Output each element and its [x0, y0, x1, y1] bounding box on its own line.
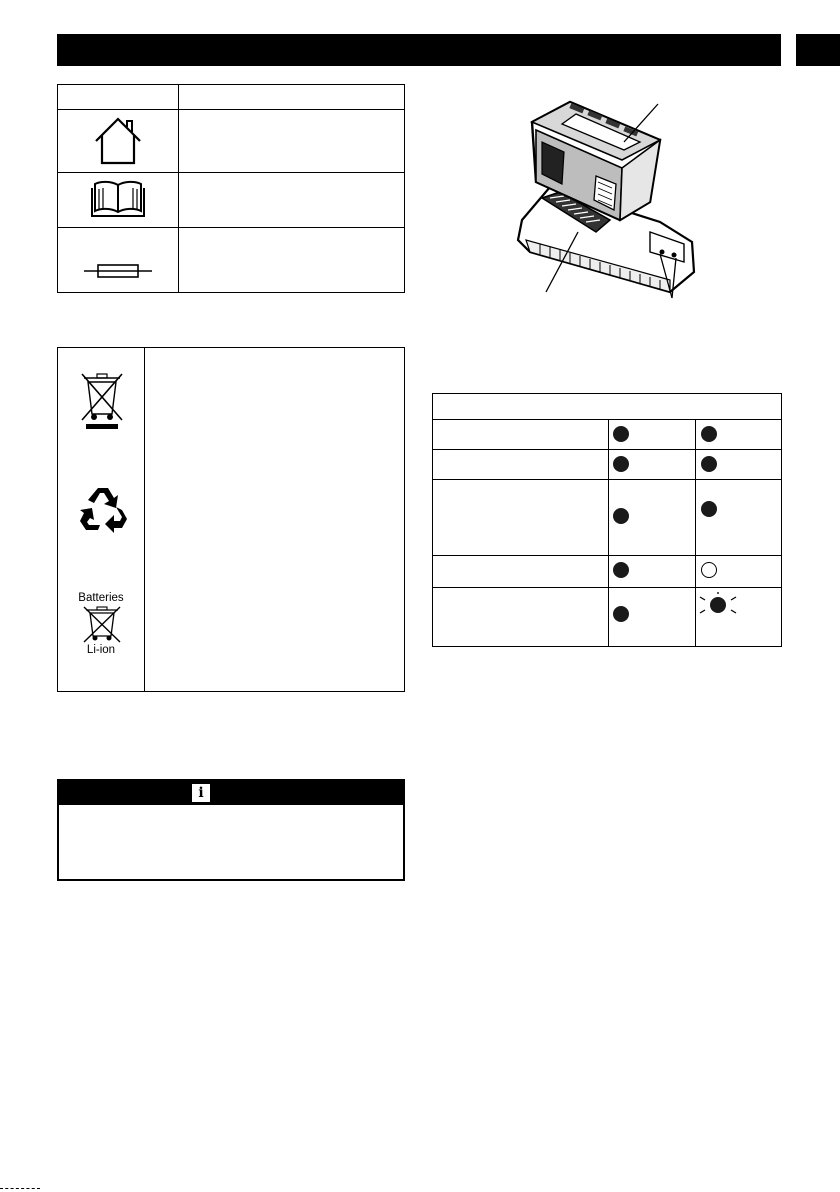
manual-book-icon [91, 179, 145, 219]
battery-on-charger-illustration [500, 92, 720, 314]
section-header-bar [57, 34, 781, 66]
page-edge-mark [0, 1188, 40, 1189]
led-indicator-on [701, 456, 717, 472]
crossed-bin-icon [80, 372, 124, 430]
info-note-box [57, 779, 405, 881]
li-ion-label: Li-ion [86, 644, 116, 656]
recycle-icon [78, 484, 128, 534]
table-row-divider [58, 109, 404, 110]
table-row-divider [433, 479, 781, 480]
table-column-divider [695, 419, 696, 646]
batteries-label: Batteries [78, 592, 124, 604]
led-indicator-on [613, 606, 629, 622]
table-row-divider [433, 555, 781, 556]
led-indicator-on [613, 456, 629, 472]
led-indicator-on [613, 426, 629, 442]
box-column-divider [144, 348, 145, 691]
house-icon [94, 117, 142, 165]
led-indicator-on [613, 508, 629, 524]
table-row-divider [433, 449, 781, 450]
led-flashing-icon [697, 592, 739, 618]
led-indicator-off [701, 562, 717, 578]
table-row-divider [433, 419, 781, 420]
info-note-header [59, 781, 403, 805]
disposal-info-box [57, 347, 405, 692]
table-column-divider [608, 419, 609, 646]
table-row-divider [58, 172, 404, 173]
symbols-table [57, 84, 405, 293]
language-tab [796, 34, 840, 66]
table-column-divider [178, 85, 179, 292]
led-indicator-on [701, 426, 717, 442]
led-indicator-on [613, 562, 629, 578]
fuse-icon [84, 263, 152, 279]
led-status-table [432, 393, 782, 647]
table-row-divider [433, 587, 781, 588]
table-row-divider [58, 227, 404, 228]
info-icon: i [192, 784, 210, 802]
led-indicator-on [701, 501, 717, 517]
battery-bin-icon [82, 606, 122, 644]
